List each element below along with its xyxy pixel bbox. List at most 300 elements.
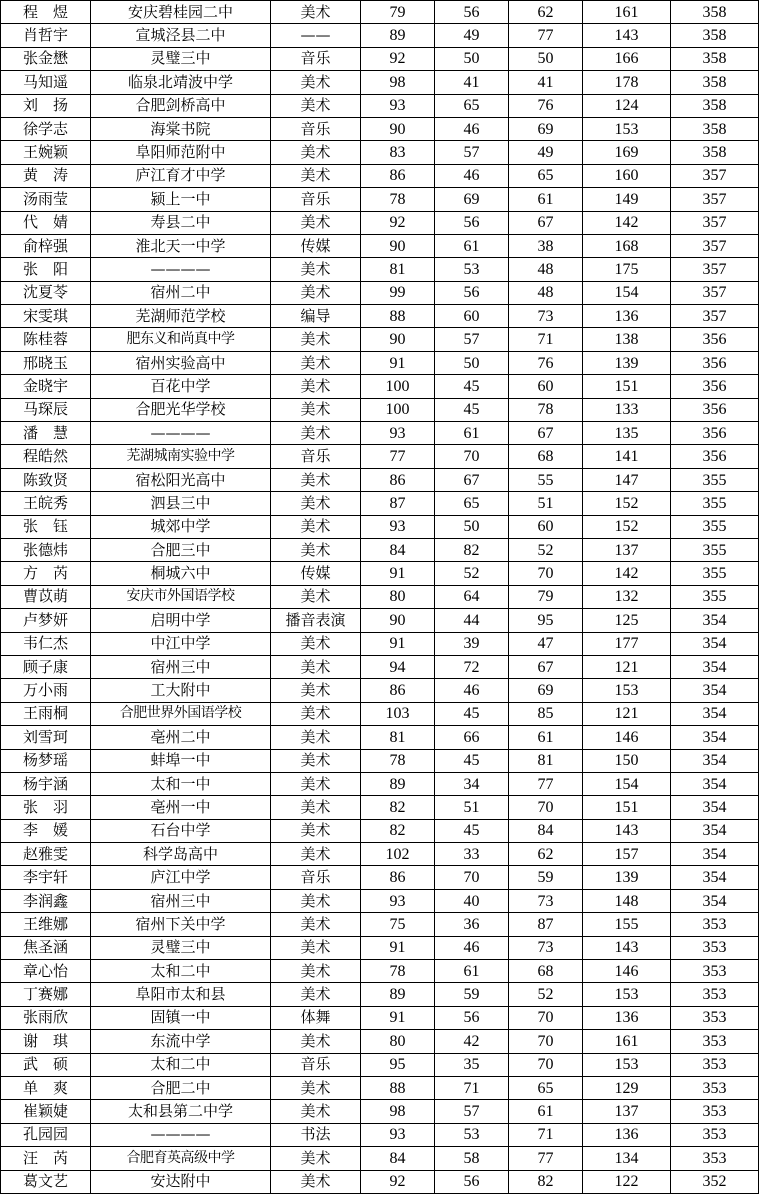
student-name-cell: 陈桂蓉 — [1, 328, 91, 351]
table-row — [1, 538, 759, 561]
score-1-cell: 87 — [361, 492, 435, 515]
student-name-cell: 张德炜 — [1, 538, 91, 561]
category-cell: 美术 — [271, 632, 361, 655]
student-name-cell: 赵雅雯 — [1, 843, 91, 866]
score-2-cell: 51 — [435, 796, 509, 819]
score-4-cell: 142 — [583, 562, 671, 585]
score-2-cell: 45 — [435, 375, 509, 398]
score-4-cell: 161 — [583, 1, 671, 24]
student-name-cell: 顾子康 — [1, 655, 91, 678]
score-2-cell: 56 — [435, 211, 509, 234]
table-row — [1, 71, 759, 94]
category-cell: 美术 — [271, 749, 361, 772]
total-score-cell: 355 — [671, 585, 759, 608]
student-name-cell: 汪 芮 — [1, 1147, 91, 1170]
score-2-cell: 66 — [435, 726, 509, 749]
student-name-cell: 李宇轩 — [1, 866, 91, 889]
score-table-body — [1, 1, 759, 1194]
score-2-cell: 34 — [435, 772, 509, 795]
student-name-cell: 王婉颖 — [1, 141, 91, 164]
score-1-cell: 86 — [361, 468, 435, 491]
school-cell: 中江中学 — [91, 632, 271, 655]
total-score-cell: 354 — [671, 655, 759, 678]
score-4-cell: 135 — [583, 422, 671, 445]
score-1-cell: 92 — [361, 47, 435, 70]
student-name-cell: 杨梦瑶 — [1, 749, 91, 772]
score-4-cell: 138 — [583, 328, 671, 351]
score-3-cell: 77 — [509, 24, 583, 47]
score-2-cell: 65 — [435, 492, 509, 515]
score-4-cell: 136 — [583, 305, 671, 328]
category-cell: 美术 — [271, 492, 361, 515]
score-2-cell: 82 — [435, 538, 509, 561]
student-name-cell: 谢 琪 — [1, 1030, 91, 1053]
school-cell: 太和县第二中学 — [91, 1100, 271, 1123]
total-score-cell: 358 — [671, 71, 759, 94]
score-1-cell: 89 — [361, 772, 435, 795]
student-name-cell: 曹苡萌 — [1, 585, 91, 608]
category-cell: 播音表演 — [271, 609, 361, 632]
student-name-cell: 单 爽 — [1, 1076, 91, 1099]
school-cell: 太和二中 — [91, 1053, 271, 1076]
score-1-cell: 86 — [361, 164, 435, 187]
total-score-cell: 357 — [671, 164, 759, 187]
score-2-cell: 57 — [435, 141, 509, 164]
table-row — [1, 117, 759, 140]
category-cell: 美术 — [271, 281, 361, 304]
score-1-cell: 80 — [361, 1030, 435, 1053]
score-2-cell: 46 — [435, 936, 509, 959]
student-name-cell: 焦圣涵 — [1, 936, 91, 959]
score-2-cell: 52 — [435, 562, 509, 585]
score-2-cell: 46 — [435, 679, 509, 702]
table-row — [1, 843, 759, 866]
score-3-cell: 85 — [509, 702, 583, 725]
school-cell: 宣城泾县二中 — [91, 24, 271, 47]
score-2-cell: 61 — [435, 234, 509, 257]
category-cell: 美术 — [271, 538, 361, 561]
category-cell: —— — [271, 24, 361, 47]
table-row — [1, 796, 759, 819]
score-3-cell: 77 — [509, 772, 583, 795]
score-3-cell: 48 — [509, 281, 583, 304]
score-4-cell: 139 — [583, 351, 671, 374]
score-4-cell: 132 — [583, 585, 671, 608]
category-cell: 美术 — [271, 375, 361, 398]
student-name-cell: 马琛辰 — [1, 398, 91, 421]
category-cell: 音乐 — [271, 47, 361, 70]
score-2-cell: 50 — [435, 47, 509, 70]
score-3-cell: 49 — [509, 141, 583, 164]
category-cell: 美术 — [271, 1147, 361, 1170]
table-row — [1, 94, 759, 117]
student-name-cell: 张雨欣 — [1, 1006, 91, 1029]
score-4-cell: 150 — [583, 749, 671, 772]
table-row — [1, 609, 759, 632]
score-3-cell: 59 — [509, 866, 583, 889]
school-cell: 太和二中 — [91, 960, 271, 983]
score-1-cell: 86 — [361, 866, 435, 889]
school-cell: 亳州一中 — [91, 796, 271, 819]
table-row — [1, 1006, 759, 1029]
score-1-cell: 78 — [361, 960, 435, 983]
score-1-cell: 82 — [361, 819, 435, 842]
school-cell: 合肥育英高级中学 — [91, 1147, 271, 1170]
student-name-cell: 葛文艺 — [1, 1170, 91, 1193]
score-1-cell: 84 — [361, 538, 435, 561]
school-cell: 桐城六中 — [91, 562, 271, 585]
table-row — [1, 234, 759, 257]
score-2-cell: 35 — [435, 1053, 509, 1076]
score-1-cell: 102 — [361, 843, 435, 866]
category-cell: 美术 — [271, 164, 361, 187]
score-3-cell: 70 — [509, 562, 583, 585]
student-name-cell: 武 硕 — [1, 1053, 91, 1076]
school-cell: 百花中学 — [91, 375, 271, 398]
category-cell: 美术 — [271, 1030, 361, 1053]
score-3-cell: 52 — [509, 538, 583, 561]
school-cell: 城郊中学 — [91, 515, 271, 538]
score-2-cell: 57 — [435, 328, 509, 351]
score-3-cell: 60 — [509, 515, 583, 538]
school-cell: 固镇一中 — [91, 1006, 271, 1029]
score-3-cell: 73 — [509, 936, 583, 959]
total-score-cell: 353 — [671, 1053, 759, 1076]
student-name-cell: 程皓然 — [1, 445, 91, 468]
total-score-cell: 357 — [671, 281, 759, 304]
score-3-cell: 50 — [509, 47, 583, 70]
score-2-cell: 45 — [435, 702, 509, 725]
table-row — [1, 281, 759, 304]
category-cell: 美术 — [271, 1076, 361, 1099]
score-4-cell: 143 — [583, 24, 671, 47]
school-cell: 石台中学 — [91, 819, 271, 842]
score-2-cell: 45 — [435, 398, 509, 421]
student-name-cell: 王皖秀 — [1, 492, 91, 515]
school-cell: 科学岛高中 — [91, 843, 271, 866]
category-cell: 美术 — [271, 796, 361, 819]
score-4-cell: 166 — [583, 47, 671, 70]
table-row — [1, 679, 759, 702]
total-score-cell: 354 — [671, 749, 759, 772]
category-cell: 美术 — [271, 655, 361, 678]
score-4-cell: 175 — [583, 258, 671, 281]
table-row — [1, 375, 759, 398]
table-row — [1, 960, 759, 983]
category-cell: 美术 — [271, 843, 361, 866]
category-cell: 美术 — [271, 889, 361, 912]
score-2-cell: 60 — [435, 305, 509, 328]
score-3-cell: 87 — [509, 913, 583, 936]
student-name-cell: 刘 扬 — [1, 94, 91, 117]
table-row — [1, 305, 759, 328]
student-name-cell: 王维娜 — [1, 913, 91, 936]
total-score-cell: 354 — [671, 819, 759, 842]
student-name-cell: 黄 涛 — [1, 164, 91, 187]
score-1-cell: 100 — [361, 375, 435, 398]
score-2-cell: 50 — [435, 351, 509, 374]
total-score-cell: 356 — [671, 398, 759, 421]
category-cell: 音乐 — [271, 866, 361, 889]
score-4-cell: 136 — [583, 1123, 671, 1146]
student-name-cell: 俞梓强 — [1, 234, 91, 257]
category-cell: 美术 — [271, 936, 361, 959]
total-score-cell: 353 — [671, 913, 759, 936]
score-4-cell: 148 — [583, 889, 671, 912]
student-name-cell: 马知遥 — [1, 71, 91, 94]
score-2-cell: 41 — [435, 71, 509, 94]
student-name-cell: 李润鑫 — [1, 889, 91, 912]
table-row — [1, 47, 759, 70]
score-1-cell: 82 — [361, 796, 435, 819]
score-3-cell: 70 — [509, 1006, 583, 1029]
score-4-cell: 137 — [583, 538, 671, 561]
category-cell: 体舞 — [271, 1006, 361, 1029]
school-cell: 阜阳市太和县 — [91, 983, 271, 1006]
total-score-cell: 355 — [671, 468, 759, 491]
score-4-cell: 125 — [583, 609, 671, 632]
category-cell: 美术 — [271, 983, 361, 1006]
school-cell: ———— — [91, 258, 271, 281]
score-2-cell: 56 — [435, 281, 509, 304]
school-cell: 太和一中 — [91, 772, 271, 795]
total-score-cell: 356 — [671, 422, 759, 445]
score-2-cell: 61 — [435, 960, 509, 983]
table-row — [1, 24, 759, 47]
student-name-cell: 李 媛 — [1, 819, 91, 842]
school-cell: 安达附中 — [91, 1170, 271, 1193]
school-cell: ———— — [91, 1123, 271, 1146]
score-3-cell: 76 — [509, 94, 583, 117]
category-cell: 美术 — [271, 468, 361, 491]
total-score-cell: 353 — [671, 1006, 759, 1029]
school-cell: 安庆市外国语学校 — [91, 585, 271, 608]
score-4-cell: 141 — [583, 445, 671, 468]
school-cell: 宿州二中 — [91, 281, 271, 304]
table-row — [1, 328, 759, 351]
total-score-cell: 354 — [671, 889, 759, 912]
score-3-cell: 71 — [509, 328, 583, 351]
score-1-cell: 93 — [361, 889, 435, 912]
total-score-cell: 353 — [671, 936, 759, 959]
score-1-cell: 88 — [361, 1076, 435, 1099]
student-name-cell: 王雨桐 — [1, 702, 91, 725]
school-cell: 庐江中学 — [91, 866, 271, 889]
school-cell: 淮北天一中学 — [91, 234, 271, 257]
school-cell: 工大附中 — [91, 679, 271, 702]
score-2-cell: 40 — [435, 889, 509, 912]
score-2-cell: 69 — [435, 188, 509, 211]
total-score-cell: 358 — [671, 94, 759, 117]
score-1-cell: 95 — [361, 1053, 435, 1076]
score-2-cell: 70 — [435, 445, 509, 468]
category-cell: 美术 — [271, 515, 361, 538]
score-4-cell: 155 — [583, 913, 671, 936]
table-row — [1, 492, 759, 515]
category-cell: 美术 — [271, 351, 361, 374]
score-1-cell: 91 — [361, 632, 435, 655]
student-name-cell: 汤雨莹 — [1, 188, 91, 211]
school-cell: 海棠书院 — [91, 117, 271, 140]
student-name-cell: 卢梦妍 — [1, 609, 91, 632]
table-row — [1, 351, 759, 374]
school-cell: 肥东义和尚真中学 — [91, 328, 271, 351]
table-row — [1, 632, 759, 655]
score-1-cell: 90 — [361, 609, 435, 632]
score-3-cell: 65 — [509, 164, 583, 187]
table-row — [1, 1030, 759, 1053]
category-cell: 美术 — [271, 141, 361, 164]
student-name-cell: 徐学志 — [1, 117, 91, 140]
score-3-cell: 61 — [509, 1100, 583, 1123]
score-2-cell: 33 — [435, 843, 509, 866]
score-1-cell: 91 — [361, 936, 435, 959]
category-cell: 美术 — [271, 258, 361, 281]
score-4-cell: 149 — [583, 188, 671, 211]
category-cell: 美术 — [271, 71, 361, 94]
category-cell: 音乐 — [271, 117, 361, 140]
category-cell: 美术 — [271, 328, 361, 351]
student-name-cell: 邢晓玉 — [1, 351, 91, 374]
school-cell: 芜湖城南实验中学 — [91, 445, 271, 468]
score-3-cell: 95 — [509, 609, 583, 632]
table-row — [1, 1170, 759, 1193]
score-1-cell: 91 — [361, 351, 435, 374]
score-3-cell: 67 — [509, 655, 583, 678]
school-cell: 蚌埠一中 — [91, 749, 271, 772]
category-cell: 美术 — [271, 1170, 361, 1193]
score-1-cell: 81 — [361, 726, 435, 749]
total-score-cell: 357 — [671, 305, 759, 328]
total-score-cell: 357 — [671, 211, 759, 234]
score-4-cell: 137 — [583, 1100, 671, 1123]
total-score-cell: 354 — [671, 866, 759, 889]
score-1-cell: 98 — [361, 71, 435, 94]
total-score-cell: 352 — [671, 1170, 759, 1193]
score-3-cell: 73 — [509, 305, 583, 328]
score-3-cell: 38 — [509, 234, 583, 257]
score-2-cell: 70 — [435, 866, 509, 889]
score-4-cell: 122 — [583, 1170, 671, 1193]
table-row — [1, 141, 759, 164]
student-name-cell: 章心怡 — [1, 960, 91, 983]
score-4-cell: 142 — [583, 211, 671, 234]
score-4-cell: 134 — [583, 1147, 671, 1170]
total-score-cell: 356 — [671, 445, 759, 468]
school-cell: 亳州二中 — [91, 726, 271, 749]
score-3-cell: 65 — [509, 1076, 583, 1099]
score-1-cell: 79 — [361, 1, 435, 24]
score-3-cell: 60 — [509, 375, 583, 398]
table-row — [1, 702, 759, 725]
score-2-cell: 36 — [435, 913, 509, 936]
score-4-cell: 151 — [583, 375, 671, 398]
score-2-cell: 59 — [435, 983, 509, 1006]
table-row — [1, 515, 759, 538]
total-score-cell: 354 — [671, 843, 759, 866]
school-cell: 安庆碧桂园二中 — [91, 1, 271, 24]
category-cell: 美术 — [271, 960, 361, 983]
total-score-cell: 356 — [671, 375, 759, 398]
score-2-cell: 53 — [435, 258, 509, 281]
score-4-cell: 121 — [583, 655, 671, 678]
total-score-cell: 355 — [671, 515, 759, 538]
table-row — [1, 936, 759, 959]
total-score-cell: 356 — [671, 351, 759, 374]
score-2-cell: 56 — [435, 1, 509, 24]
table-row — [1, 983, 759, 1006]
table-row — [1, 1100, 759, 1123]
score-3-cell: 76 — [509, 351, 583, 374]
score-3-cell: 68 — [509, 445, 583, 468]
total-score-cell: 355 — [671, 562, 759, 585]
score-4-cell: 129 — [583, 1076, 671, 1099]
score-1-cell: 83 — [361, 141, 435, 164]
student-name-cell: 陈致贤 — [1, 468, 91, 491]
school-cell: 合肥世界外国语学校 — [91, 702, 271, 725]
table-row — [1, 445, 759, 468]
school-cell: 启明中学 — [91, 609, 271, 632]
total-score-cell: 356 — [671, 328, 759, 351]
category-cell: 传媒 — [271, 234, 361, 257]
score-4-cell: 154 — [583, 281, 671, 304]
score-1-cell: 100 — [361, 398, 435, 421]
score-4-cell: 136 — [583, 1006, 671, 1029]
score-1-cell: 90 — [361, 328, 435, 351]
student-name-cell: 张金懋 — [1, 47, 91, 70]
score-1-cell: 80 — [361, 585, 435, 608]
student-name-cell: 程 煜 — [1, 1, 91, 24]
score-4-cell: 153 — [583, 117, 671, 140]
score-2-cell: 57 — [435, 1100, 509, 1123]
school-cell: 泗县三中 — [91, 492, 271, 515]
table-row — [1, 1053, 759, 1076]
school-cell: 寿县二中 — [91, 211, 271, 234]
category-cell: 美术 — [271, 94, 361, 117]
total-score-cell: 354 — [671, 702, 759, 725]
student-name-cell: 沈夏苓 — [1, 281, 91, 304]
school-cell: 宿州实验高中 — [91, 351, 271, 374]
student-name-cell: 潘 慧 — [1, 422, 91, 445]
category-cell: 书法 — [271, 1123, 361, 1146]
category-cell: 美术 — [271, 679, 361, 702]
table-row — [1, 164, 759, 187]
school-cell: 合肥二中 — [91, 1076, 271, 1099]
table-row — [1, 211, 759, 234]
score-2-cell: 49 — [435, 24, 509, 47]
score-3-cell: 69 — [509, 679, 583, 702]
category-cell: 美术 — [271, 1, 361, 24]
total-score-cell: 353 — [671, 1076, 759, 1099]
score-3-cell: 82 — [509, 1170, 583, 1193]
score-3-cell: 70 — [509, 796, 583, 819]
category-cell: 美术 — [271, 913, 361, 936]
total-score-cell: 354 — [671, 726, 759, 749]
score-3-cell: 55 — [509, 468, 583, 491]
table-row — [1, 913, 759, 936]
total-score-cell: 354 — [671, 796, 759, 819]
category-cell: 美术 — [271, 211, 361, 234]
school-cell: 合肥光华学校 — [91, 398, 271, 421]
student-name-cell: 刘雪珂 — [1, 726, 91, 749]
score-2-cell: 50 — [435, 515, 509, 538]
score-1-cell: 89 — [361, 983, 435, 1006]
category-cell: 美术 — [271, 819, 361, 842]
score-2-cell: 56 — [435, 1170, 509, 1193]
category-cell: 美术 — [271, 585, 361, 608]
school-cell: 东流中学 — [91, 1030, 271, 1053]
score-4-cell: 154 — [583, 772, 671, 795]
